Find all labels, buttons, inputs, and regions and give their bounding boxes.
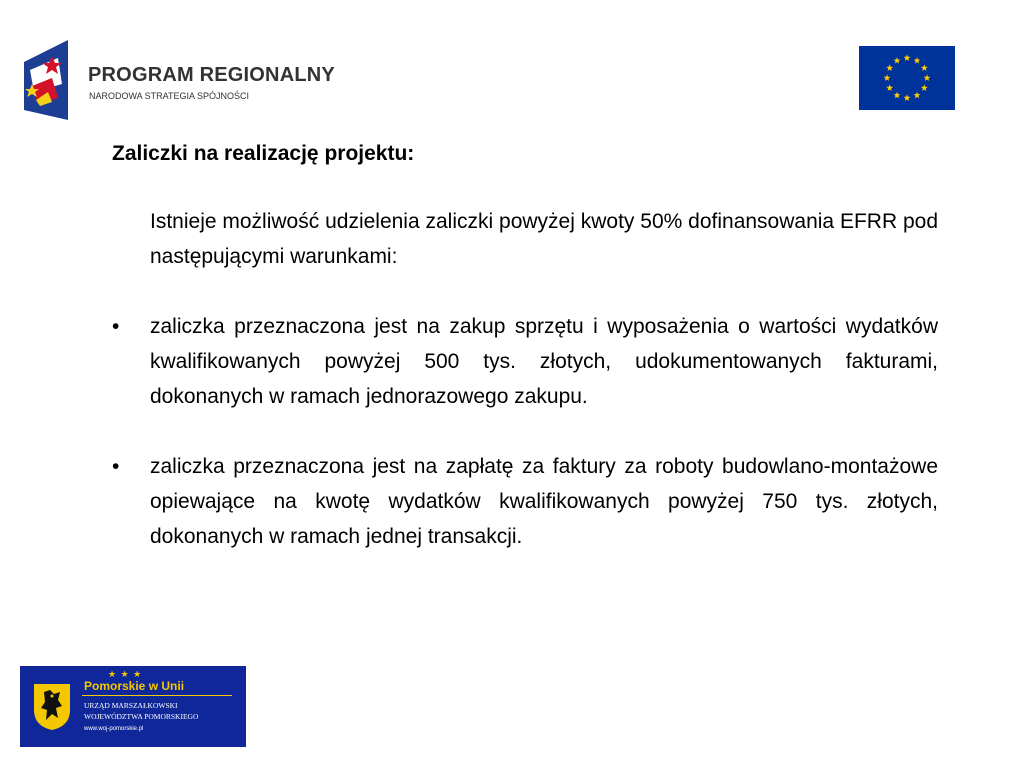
- list-item: [112, 449, 938, 554]
- bullet-icon: •: [112, 455, 120, 478]
- program-title: PROGRAM REGIONALNY: [88, 64, 335, 86]
- office-name: [84, 700, 198, 722]
- program-subtitle: NARODOWA STRATEGIA SPÓJNOŚCI: [89, 91, 250, 101]
- slide-heading: Zaliczki na realizację projektu:: [112, 142, 415, 165]
- pomorskie-w-unii-logo: [20, 666, 246, 747]
- griffin-coat-of-arms-icon: [30, 680, 74, 732]
- conditions-list: [112, 309, 938, 554]
- stars-icon: ★ ★ ★: [108, 669, 143, 679]
- divider: [82, 695, 232, 696]
- footer-logo-url: www.woj-pomorskie.pl: [84, 726, 144, 732]
- office-line-2: WOJEWÓDZTWA POMORSKIEGO: [84, 712, 199, 721]
- list-item: [112, 309, 938, 414]
- condition-text: zaliczka przeznaczona jest na zakup sprzętu i wyposażenia o wartości wydatków kwalifikowanych powyżej 500 tys. złotych, udokumentowanych fakturami, dokonanych w ramach jednorazowego zakupu.: [150, 315, 938, 408]
- nss-logo-icon: [22, 40, 76, 120]
- intro-paragraph: Istnieje możliwość udzielenia zaliczki powyżej kwoty 50% dofinansowania EFRR pod następującymi warunkami:: [150, 210, 938, 268]
- program-regionalny-logo: [22, 40, 335, 122]
- eu-flag-icon: [859, 46, 955, 110]
- footer-logo-title: Pomorskie w Unii: [84, 679, 185, 693]
- condition-text: zaliczka przeznaczona jest na zapłatę za faktury za roboty budowlano-montażowe opiewające na kwotę wydatków kwalifikowanych powyżej 750 tys. złotych, dokonanych w ramach jednej transakcji.: [150, 455, 938, 548]
- slide-content: [112, 142, 938, 589]
- office-line-1: URZĄD MARSZAŁKOWSKI: [84, 701, 178, 710]
- bullet-icon: •: [112, 315, 120, 338]
